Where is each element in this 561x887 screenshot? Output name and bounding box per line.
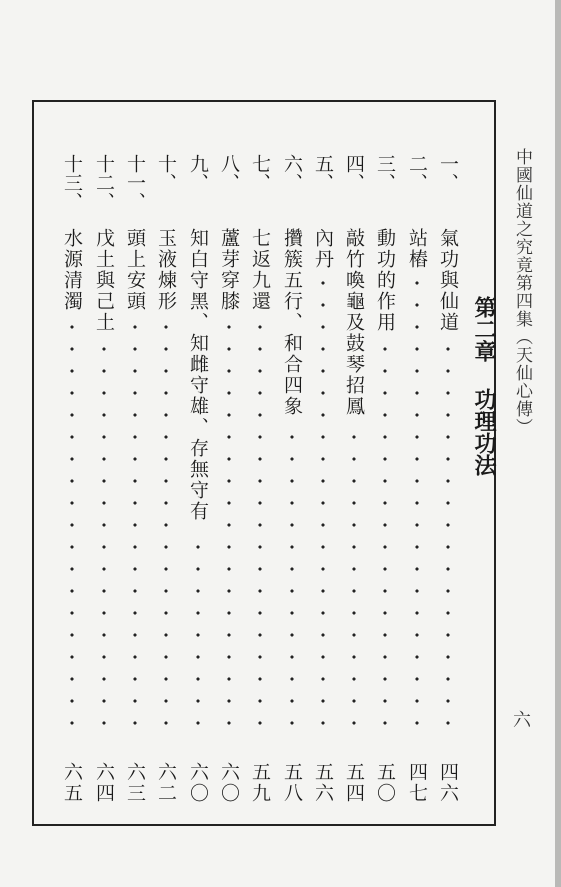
toc-leader-dots — [102, 339, 106, 734]
toc-entry-title: 動功的作用 — [374, 228, 396, 333]
toc-entry[interactable] — [151, 154, 181, 804]
toc-entry-page: 五〇 — [374, 762, 396, 804]
toc-entry-page: 五四 — [343, 762, 365, 804]
toc-entry-page: 五六 — [312, 762, 334, 804]
toc-leader-dots — [383, 339, 387, 734]
toc-leader-dots — [258, 318, 262, 734]
toc-entry[interactable] — [433, 154, 463, 804]
toc-entry-number: 十、 — [155, 154, 177, 192]
toc-entry-title: 敲竹喚龜及鼓琴招鳳 — [343, 228, 365, 417]
toc-leader-dots — [70, 318, 74, 734]
toc-leader-dots — [227, 318, 231, 734]
toc-entry-page: 五八 — [281, 762, 303, 804]
toc-leader-dots — [290, 423, 294, 734]
page-number: 六 — [513, 710, 531, 731]
toc-entry-title: 水源清濁 — [61, 228, 83, 312]
toc-entry[interactable] — [183, 154, 213, 804]
toc-entry[interactable] — [120, 154, 150, 804]
toc-leader-dots — [321, 276, 325, 734]
toc-entry[interactable] — [277, 154, 307, 804]
toc-entry-number: 七、 — [249, 154, 271, 192]
chapter-heading — [468, 296, 498, 526]
toc-entry[interactable] — [308, 154, 338, 804]
toc-entry-number: 四、 — [343, 154, 365, 192]
toc-entry-title: 戊土與己土 — [93, 228, 115, 333]
toc-leader-dots — [415, 276, 419, 734]
toc-entry-page: 六〇 — [187, 762, 209, 804]
toc-entry-title: 知白守黑、知雌守雄、存無守有 — [187, 228, 209, 522]
toc-entry-number: 十一、 — [124, 154, 146, 211]
toc-entry[interactable] — [370, 154, 400, 804]
toc-entry-title: 頭上安頭 — [124, 228, 146, 312]
chapter-label: 第二章 — [471, 296, 496, 362]
toc-entry[interactable] — [57, 154, 87, 804]
toc-entry-page: 六四 — [93, 762, 115, 804]
toc-entry-number: 六、 — [281, 154, 303, 192]
toc-entry[interactable] — [89, 154, 119, 804]
toc-entry-title: 內丹 — [312, 228, 334, 270]
toc-entry-number: 三、 — [374, 154, 396, 192]
toc-leader-dots — [164, 318, 168, 734]
toc-entry-page: 六二 — [155, 762, 177, 804]
toc-leader-dots — [446, 339, 450, 734]
toc-leader-dots — [352, 423, 356, 734]
toc-entry-title: 玉液煉形 — [155, 228, 177, 312]
toc-entry-number: 八、 — [218, 154, 240, 192]
toc-entry-title: 攢簇五行、和合四象 — [281, 228, 303, 417]
page-binding-shadow — [555, 0, 561, 887]
toc-entry-title: 七返九還 — [249, 228, 271, 312]
toc-leader-dots — [133, 318, 137, 734]
toc-leader-dots — [196, 528, 200, 734]
toc-entry-page: 六三 — [124, 762, 146, 804]
toc-entry[interactable] — [214, 154, 244, 804]
toc-entry-number: 十三、 — [61, 154, 83, 211]
toc-entry[interactable] — [339, 154, 369, 804]
toc-entry-number: 二、 — [406, 154, 428, 192]
toc-entry[interactable] — [245, 154, 275, 804]
toc-entry-title: 氣功與仙道 — [437, 228, 459, 333]
toc-entry-page: 五九 — [249, 762, 271, 804]
chapter-title: 功理功法 — [471, 388, 496, 476]
toc-entry-title: 站樁 — [406, 228, 428, 270]
toc-entry-page: 四七 — [406, 762, 428, 804]
toc-entry-page: 六五 — [61, 762, 83, 804]
toc-entry-page: 六〇 — [218, 762, 240, 804]
toc-entry[interactable] — [402, 154, 432, 804]
toc-entry-number: 九、 — [187, 154, 209, 192]
running-head: 中國仙道之究竟第四集（天仙心傳） — [512, 148, 532, 436]
toc-entry-title: 蘆芽穿膝 — [218, 228, 240, 312]
toc-entry-page: 四六 — [437, 762, 459, 804]
toc-entry-number: 一、 — [437, 154, 459, 192]
toc-entry-number: 五、 — [312, 154, 334, 192]
toc-entry-number: 十二、 — [93, 154, 115, 211]
